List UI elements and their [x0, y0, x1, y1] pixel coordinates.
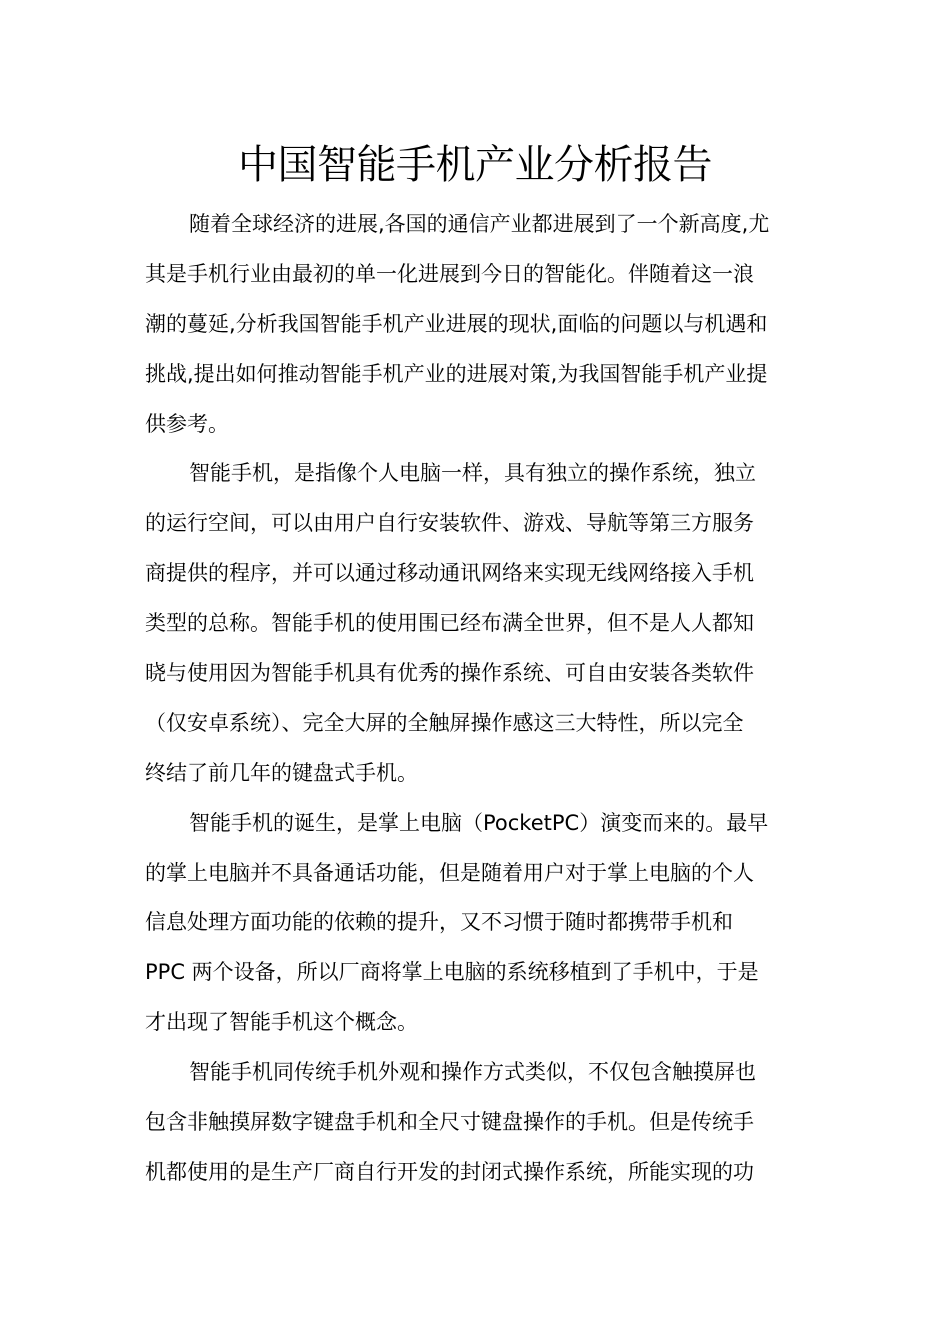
text-line: （仅安卓系统）、完全大屏的全触屏操作感这三大特性，所以完全: [145, 710, 744, 735]
text-line: 供参考。: [145, 411, 229, 436]
text-line: 随着全球经济的进展,各国的通信产业都进展到了一个新高度,尤: [189, 212, 770, 236]
text-line: 类型的总称。智能手机的使用围已经布满全世界，但不是人人都知: [145, 611, 754, 636]
text-line: 的运行空间，可以由用户自行安装软件、游戏、导航等第三方服务: [145, 511, 754, 536]
text-line: 包含非触摸屏数字键盘手机和全尺寸键盘操作的手机。但是传统手: [145, 1110, 754, 1135]
text-line: 潮的蔓延,分析我国智能手机产业进展的现状,面临的问题以与机遇和: [145, 311, 768, 336]
text-line: 智能手机同传统手机外观和操作方式类似，不仅包含触摸屏也: [189, 1060, 756, 1085]
text-line: 才出现了智能手机这个概念。: [145, 1010, 418, 1035]
text-line: PPC 两个设备，所以厂商将掌上电脑的系统移植到了手机中，于是: [145, 960, 759, 985]
document-body: [145, 200, 807, 1198]
text-line: 商提供的程序，并可以通过移动通讯网络来实现无线网络接入手机: [145, 561, 754, 586]
document-title: 中国智能手机产业分析报告: [238, 142, 712, 188]
text-line: 机都使用的是生产厂商自行开发的封闭式操作系统，所能实现的功: [145, 1159, 754, 1184]
text-line: 终结了前几年的键盘式手机。: [145, 760, 418, 785]
text-line: 智能手机的诞生，是掌上电脑（PocketPC）演变而来的。最早: [189, 810, 769, 835]
text-line: 挑战,提出如何推动智能手机产业的进展对策,为我国智能手机产业提: [145, 361, 768, 386]
text-line: 其是手机行业由最初的单一化进展到今日的智能化。伴随着这一浪: [145, 261, 754, 286]
text-line: 的掌上电脑并不具备通话功能，但是随着用户对于掌上电脑的个人: [145, 860, 754, 885]
text-line: 智能手机，是指像个人电脑一样，具有独立的操作系统，独立: [189, 461, 756, 486]
text-line: 晓与使用因为智能手机具有优秀的操作系统、可自由安装各类软件: [145, 661, 754, 686]
text-line: 信息处理方面功能的依赖的提升，又不习惯于随时都携带手机和: [145, 910, 733, 935]
